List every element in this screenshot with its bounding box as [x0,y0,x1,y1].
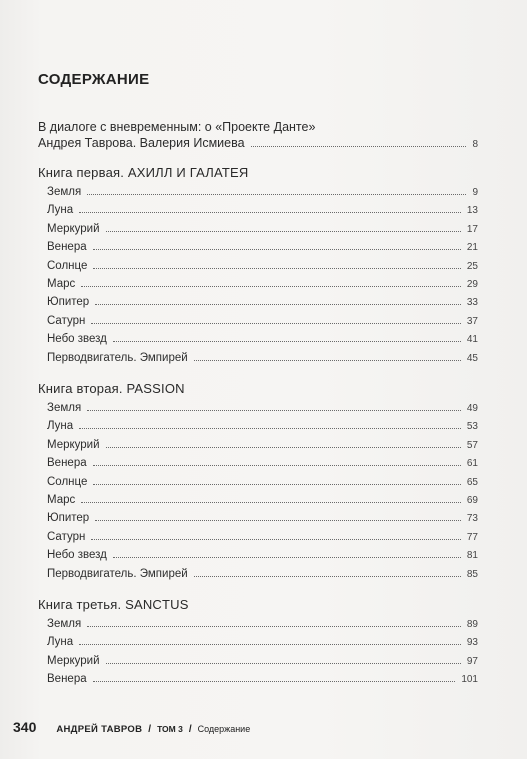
intro-line-1: В диалоге с вневременным: о «Проекте Данте» [38,120,316,134]
toc-entry-label: Сатурн [47,314,86,327]
toc-entry-page-number: 61 [466,458,478,470]
toc-entry-page-number: 45 [466,352,478,364]
footer-author: АНДРЕЙ ТАВРОВ [56,724,143,735]
dot-leader [106,447,461,448]
toc-entry[interactable] [38,333,478,351]
toc-entry-label: Венера [47,241,87,254]
toc-entry-page-number: 77 [466,531,478,543]
intro-line-2-row [38,135,478,153]
toc-entry-label: Перводвигатель. Эмпирей [47,567,188,580]
dot-leader [113,341,461,342]
dot-leader [113,557,461,558]
dot-leader [87,194,466,195]
dot-leader [79,212,461,213]
toc-entry-label: Юпитер [47,296,90,309]
section-book-1 [38,165,478,370]
toc-entry-page-number: 57 [466,439,478,451]
toc-entry[interactable] [38,296,478,314]
toc-entry[interactable] [38,315,478,333]
toc-entry[interactable] [38,568,478,586]
toc-entry[interactable] [38,549,478,567]
toc-entry-label: Луна [47,636,74,649]
toc-entry-page-number: 17 [466,223,478,235]
dot-leader [251,146,467,147]
toc-entry[interactable] [38,402,478,420]
toc-entry-label: Венера [47,673,87,686]
toc-entry[interactable] [38,636,478,654]
toc-entry-page-number: 29 [466,278,478,290]
toc-entry-page-number: 37 [466,315,478,327]
toc-entry[interactable] [38,457,478,475]
toc-entry-label: Венера [47,457,87,470]
dot-leader [93,465,461,466]
toc-entry-label: Меркурий [47,222,100,235]
toc-entry-page-number: 53 [466,421,478,433]
toc-entry[interactable] [38,223,478,241]
toc-entry[interactable] [38,618,478,636]
dot-leader [81,286,461,287]
section-book-3 [38,597,478,692]
toc-entry-label: Юпитер [47,512,90,525]
toc-entry[interactable] [38,494,478,512]
footer-separator: / [188,724,192,735]
toc-entry[interactable] [38,439,478,457]
footer-separator: / [148,724,152,735]
intro-line-2: Андрея Таврова. Валерия Исмиева [38,136,245,150]
toc-entry[interactable] [38,204,478,222]
toc-entry-label: Земля [47,186,82,198]
toc-entry-page-number: 21 [466,242,478,254]
dot-leader [95,304,461,305]
toc-entry-label: Небо звезд [47,333,107,346]
toc-entry-label: Земля [47,618,82,630]
toc-entry[interactable] [38,655,478,673]
footer-page-number: 340 [13,719,37,735]
dot-leader [79,428,461,429]
dot-leader [79,644,461,645]
dot-leader [87,410,461,411]
toc-entry-label: Луна [47,204,74,217]
toc-entry[interactable] [38,186,478,204]
toc-entry-label: Меркурий [47,438,100,451]
toc-entry-label: Марс [47,277,76,290]
toc-entry-page-number: 13 [466,205,478,217]
toc-entry[interactable] [38,278,478,296]
dot-leader [93,249,461,250]
footer-breadcrumb: Содержание [197,724,251,734]
toc-entry[interactable] [38,476,478,494]
dot-leader [106,663,461,664]
section-title: Книга третья. SANCTUS [38,597,189,612]
section-title: Книга первая. АХИЛЛ И ГАЛАТЕЯ [38,165,249,180]
dot-leader [194,576,461,577]
dot-leader [93,484,461,485]
section-book-2 [38,381,478,586]
toc-entry-page-number: 9 [472,187,478,198]
toc-entry-label: Марс [47,493,76,506]
toc-entry-page-number: 93 [466,637,478,649]
toc-entry-page-number: 33 [466,297,478,309]
toc-entry-page-number: 89 [466,619,478,630]
toc-entry-page-number: 97 [466,655,478,667]
toc-entry-page-number: 69 [466,494,478,506]
dot-leader [87,626,461,627]
toc-entry[interactable] [38,352,478,370]
dot-leader [95,520,461,521]
dot-leader [194,360,461,361]
toc-entry[interactable] [38,260,478,278]
toc-entry[interactable] [38,673,478,691]
toc-entry[interactable] [38,512,478,530]
page-footer [13,719,250,735]
toc-entry-page-number: 25 [466,260,478,272]
toc-entry[interactable] [38,531,478,549]
toc-entry-label: Солнце [47,259,88,272]
toc-entry-label: Земля [47,402,82,414]
toc-entry-page-number: 41 [466,334,478,346]
dot-leader [93,681,456,682]
toc-entry-page-number: 85 [466,568,478,580]
intro-page-number: 8 [472,139,478,150]
toc-title: СОДЕРЖАНИЕ [38,71,150,88]
entry-list [38,186,478,370]
dot-leader [106,231,461,232]
dot-leader [81,502,461,503]
section-title: Книга вторая. PASSION [38,381,185,396]
toc-entry-page-number: 101 [461,674,478,686]
dot-leader [91,539,461,540]
toc-entry-label: Сатурн [47,530,86,543]
toc-entry-label: Перводвигатель. Эмпирей [47,351,188,364]
toc-entry-label: Солнце [47,475,88,488]
dot-leader [91,323,461,324]
entry-list [38,618,478,692]
toc-entry-page-number: 73 [466,513,478,525]
toc-entry-label: Небо звезд [47,549,107,562]
toc-entry-page-number: 49 [466,403,478,414]
toc-entry[interactable] [38,241,478,259]
toc-entry[interactable] [38,420,478,438]
dot-leader [93,268,461,269]
toc-entry-page-number: 81 [466,550,478,562]
intro-entry[interactable] [38,119,478,153]
toc-entry-label: Меркурий [47,654,100,667]
toc-entry-label: Луна [47,420,74,433]
footer-volume: ТОМ 3 [157,724,183,734]
toc-entry-page-number: 65 [466,476,478,488]
entry-list [38,402,478,586]
